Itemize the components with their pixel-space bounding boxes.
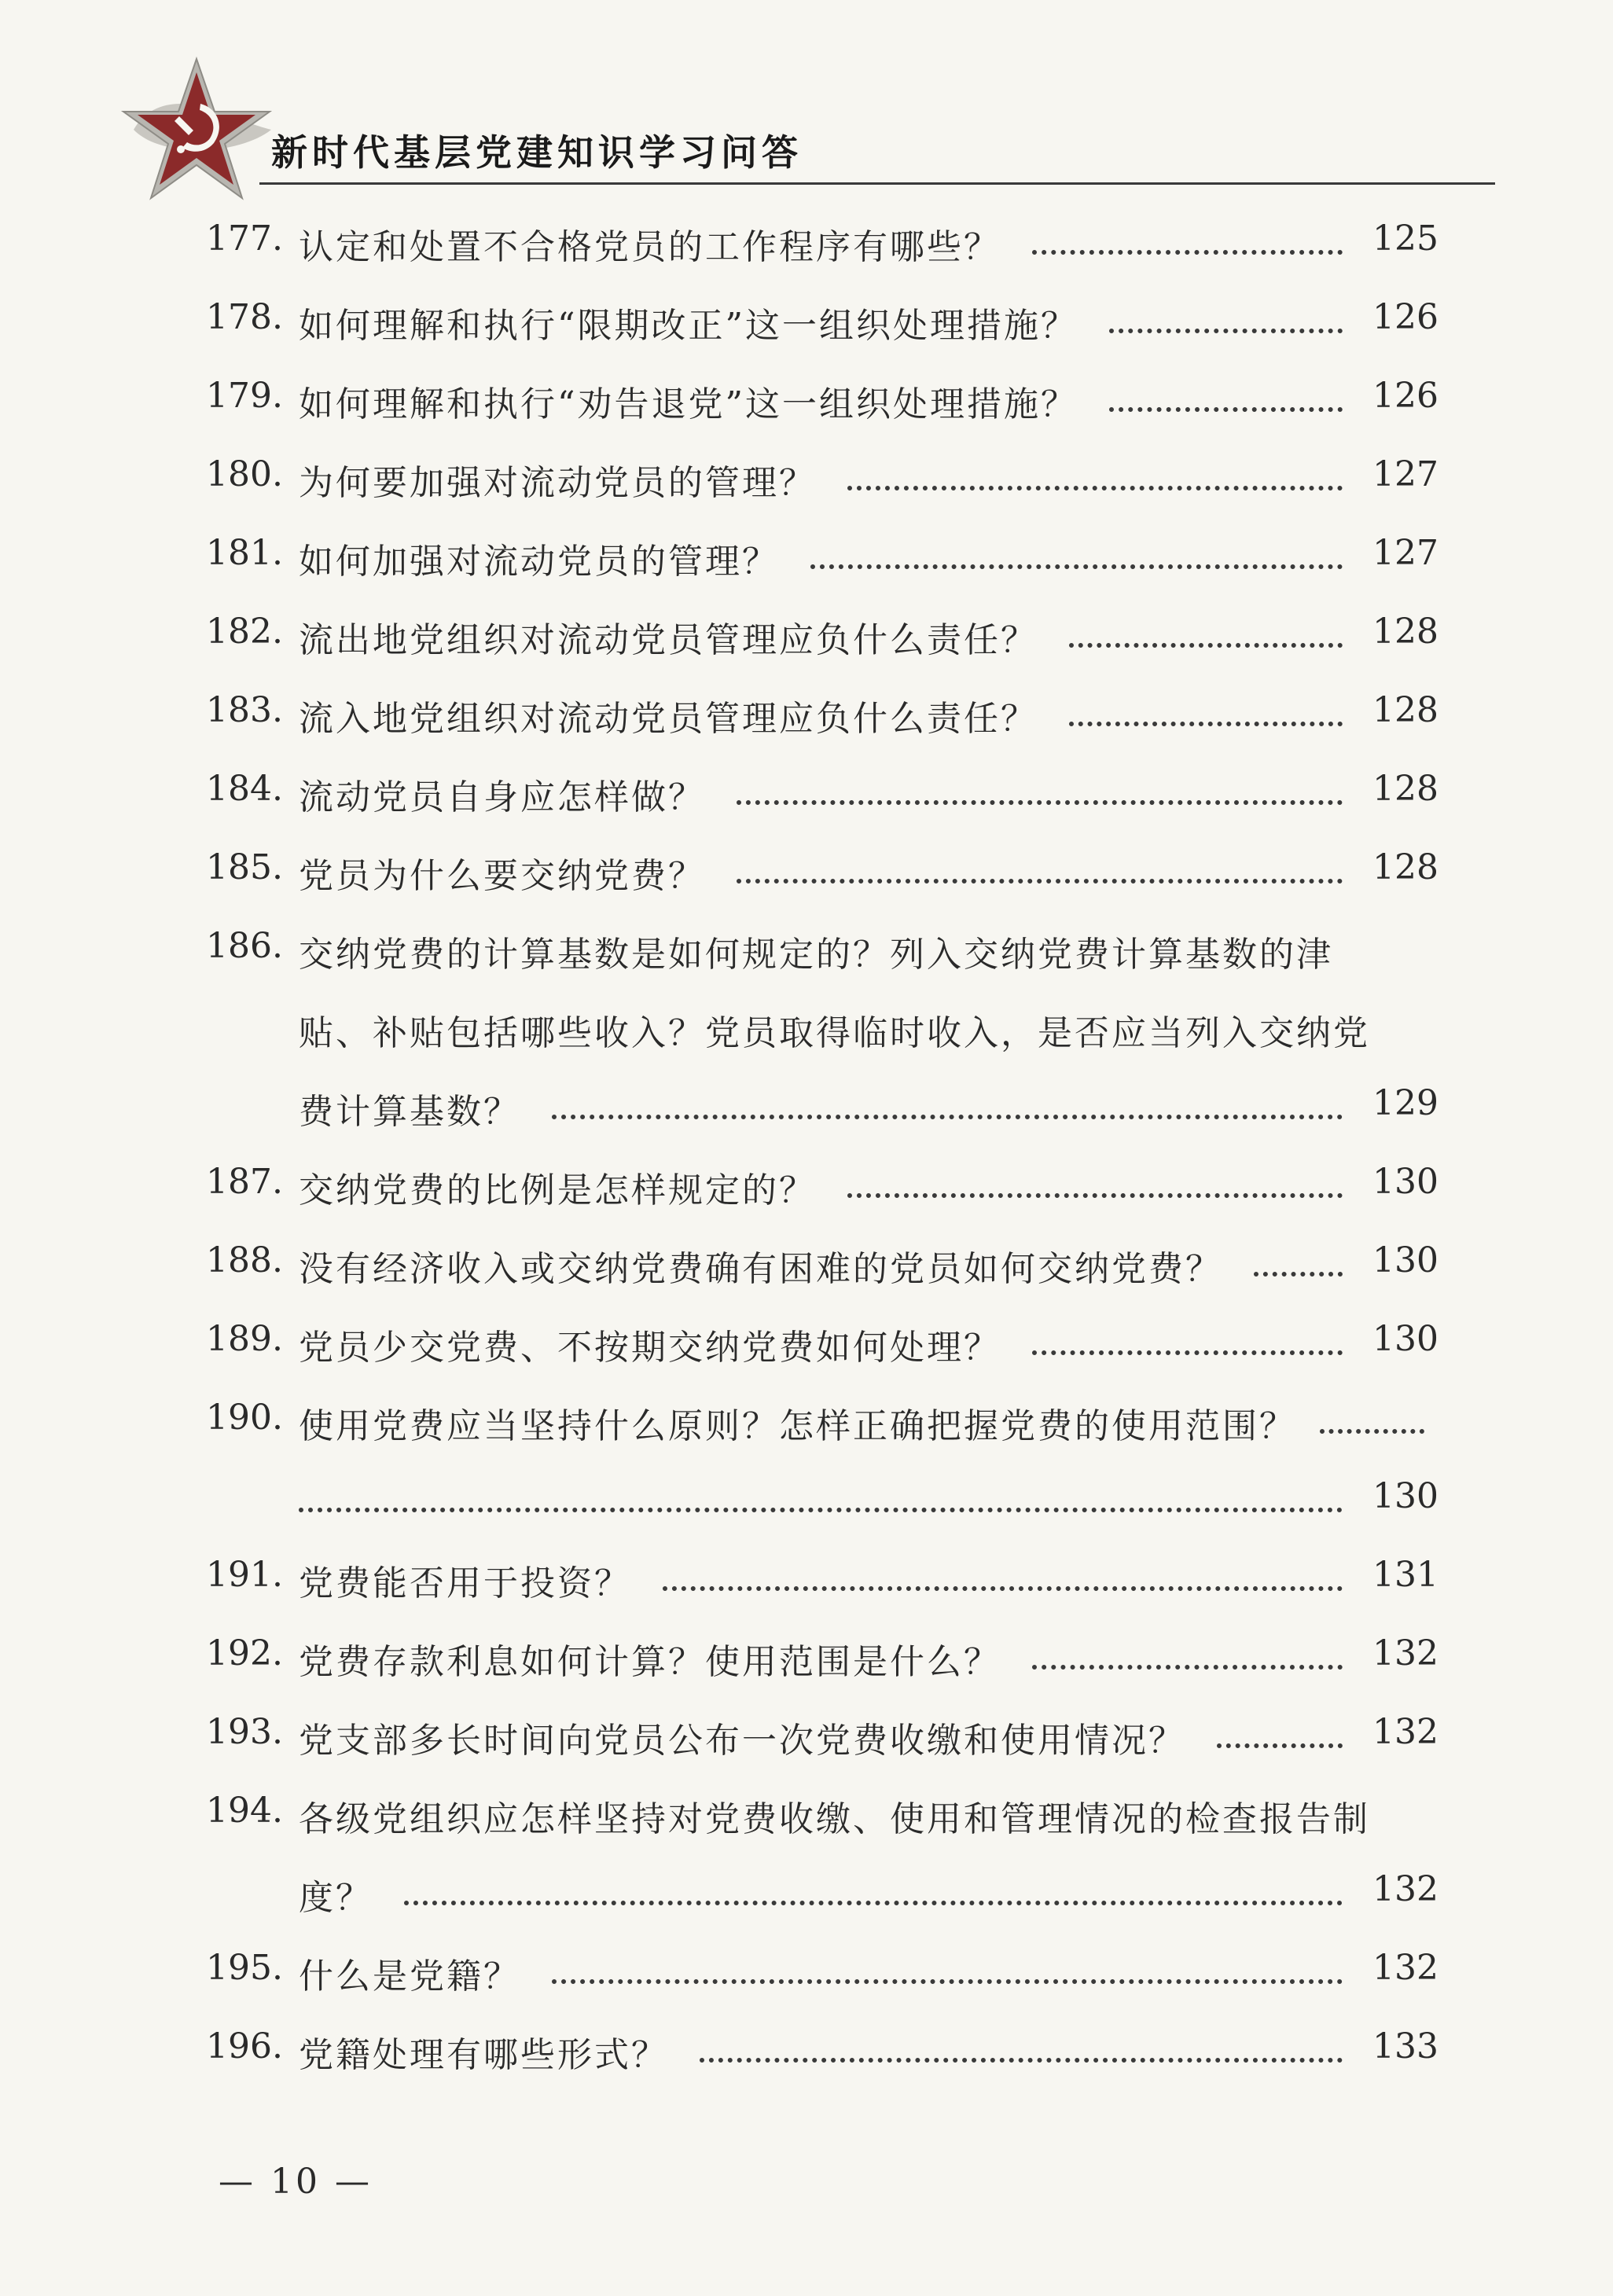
toc-leader-dots (847, 1193, 1343, 1198)
toc-entry-number: 178. (206, 297, 283, 337)
toc-page-number: 129 (1372, 1083, 1438, 1123)
toc-entry-line (0, 1633, 1613, 1682)
toc-page-number: 128 (1372, 769, 1438, 809)
toc-page-number: 130 (1372, 1319, 1438, 1359)
toc-entry-number: 192. (206, 1633, 283, 1673)
toc-entry-line (0, 454, 1613, 503)
toc-entry-title: 流动党员自身应怎样做？ (299, 777, 705, 817)
toc-entry-line (0, 1476, 1613, 1525)
toc-page-number: 125 (1372, 219, 1438, 259)
toc-entry-number: 188. (206, 1240, 283, 1280)
toc-page-number: 128 (1372, 612, 1438, 652)
toc-entry-title: 认定和处置不合格党员的工作程序有哪些？ (299, 227, 1001, 267)
toc-leader-dots (1109, 407, 1343, 412)
toc-leader-dots (663, 1586, 1343, 1591)
toc-entry-number: 190. (206, 1398, 283, 1438)
toc-entry-line (0, 612, 1613, 660)
toc-entry-number: 186. (206, 926, 283, 966)
toc-entry-number: 179. (206, 376, 283, 416)
toc-entry-number: 183. (206, 690, 283, 730)
toc-leader-dots (1032, 250, 1343, 255)
toc-entry-line (0, 533, 1613, 582)
toc-page-number: 132 (1372, 1633, 1438, 1673)
toc-entry-number: 193. (206, 1712, 283, 1752)
toc-entry-title: 流入地党组织对流动党员管理应负什么责任？ (299, 699, 1038, 739)
toc-leader-dots (404, 1901, 1343, 1905)
book-title: 新时代基层党建知识学习问答 (271, 131, 803, 174)
toc-entry-title: 交纳党费的比例是怎样规定的？ (299, 1170, 816, 1210)
toc-entry-line (0, 690, 1613, 739)
toc-page-number: 132 (1372, 1948, 1438, 1988)
toc-entry-line (0, 926, 1613, 975)
toc-leader-dots (1217, 1743, 1343, 1748)
toc-page-number: 131 (1372, 1555, 1438, 1595)
toc-leader-dots (552, 1979, 1343, 1984)
toc-entry-line (0, 1712, 1613, 1761)
toc-entry-number: 182. (206, 612, 283, 652)
toc-leader-dots (847, 486, 1343, 490)
toc-entry-title: 党籍处理有哪些形式？ (299, 2035, 668, 2075)
toc-page-number: 126 (1372, 376, 1438, 416)
toc-leader-dots (810, 564, 1343, 569)
toc-entry-number: 191. (206, 1555, 283, 1595)
toc-entry-line (0, 376, 1613, 424)
toc-entry-title: 流出地党组织对流动党员管理应负什么责任？ (299, 620, 1038, 660)
toc-leader-dots (299, 1508, 1343, 1512)
toc-page-number: 132 (1372, 1712, 1438, 1752)
toc-entry-title: 如何加强对流动党员的管理？ (299, 542, 779, 582)
toc-leader-dots (1032, 1665, 1343, 1670)
toc-page-number: 132 (1372, 1869, 1438, 1909)
toc-entry-line (0, 1162, 1613, 1210)
toc-entry-line (0, 1083, 1613, 1132)
toc-page-number: 130 (1372, 1476, 1438, 1516)
toc-entry-number: 194. (206, 1791, 283, 1831)
toc-entry-title: 费计算基数？ (299, 1092, 520, 1132)
toc-page-number: 130 (1372, 1240, 1438, 1280)
toc-entry-title: 为何要加强对流动党员的管理？ (299, 463, 816, 503)
toc-entry-line (0, 1240, 1613, 1289)
toc-entry-line (0, 219, 1613, 267)
toc-entry-title: 如何理解和执行“劝告退党”这一组织处理措施？ (299, 384, 1078, 424)
toc-entry-title: 度？ (299, 1878, 373, 1918)
toc-entry-line (0, 847, 1613, 896)
toc-entry-number: 195. (206, 1948, 283, 1988)
toc-leader-dots (737, 800, 1343, 805)
toc-page-number: 127 (1372, 454, 1438, 494)
toc-entry-title: 各级党组织应怎样坚持对党费收缴、使用和管理情况的检查报告制 (299, 1799, 1370, 1839)
toc-page-number: 133 (1372, 2026, 1438, 2066)
toc-leader-dots (700, 2058, 1343, 2063)
toc-entry-line (0, 1398, 1613, 1446)
toc-entry-title: 党支部多长时间向党员公布一次党费收缴和使用情况？ (299, 1721, 1185, 1761)
toc-page-number: 126 (1372, 297, 1438, 337)
toc-leader-dots (1032, 1350, 1343, 1355)
toc-entry-title: 党费存款利息如何计算？使用范围是什么？ (299, 1642, 1001, 1682)
toc-entry-number: 185. (206, 847, 283, 887)
toc-entry-line (0, 297, 1613, 346)
toc-entry-title: 党员为什么要交纳党费？ (299, 856, 705, 896)
toc-entry-number: 189. (206, 1319, 283, 1359)
toc-leader-dots (1109, 329, 1343, 333)
toc-leader-dots (737, 879, 1343, 884)
toc-page-number: 128 (1372, 690, 1438, 730)
toc-entry-line (0, 769, 1613, 817)
toc-entry-title: 没有经济收入或交纳党费确有困难的党员如何交纳党费？ (299, 1249, 1222, 1289)
toc-entry-title: 使用党费应当坚持什么原则？怎样正确把握党费的使用范围？ (299, 1406, 1296, 1446)
toc-entry-line (0, 2026, 1613, 2075)
toc-entry-title: 什么是党籍？ (299, 1956, 520, 1997)
toc-entry-number: 184. (206, 769, 283, 809)
toc-entry-line (0, 1869, 1613, 1918)
toc-entry-title: 党费能否用于投资？ (299, 1563, 631, 1604)
toc-entry-line (0, 1005, 1613, 1053)
toc-entry-number: 196. (206, 2026, 283, 2066)
toc-entry-line (0, 1319, 1613, 1368)
toc-leader-dots (1254, 1272, 1343, 1277)
toc-entry-title: 交纳党费的计算基数是如何规定的？列入交纳党费计算基数的津 (299, 935, 1333, 975)
toc-entry-number: 181. (206, 533, 283, 573)
page-number: — 10 — (219, 2162, 373, 2202)
toc-entry-line (0, 1555, 1613, 1604)
toc-entry-line (0, 1791, 1613, 1839)
toc-page-number: 128 (1372, 847, 1438, 887)
toc-page-number: 127 (1372, 533, 1438, 573)
toc-leader-dots (552, 1115, 1343, 1119)
toc-entry-number: 187. (206, 1162, 283, 1202)
toc-leader-dots (1069, 643, 1343, 648)
toc-page-number: 130 (1372, 1162, 1438, 1202)
toc-leader-dots (1320, 1429, 1424, 1434)
toc-entry-number: 177. (206, 219, 283, 259)
toc-entry-title: 贴、补贴包括哪些收入？党员取得临时收入，是否应当列入交纳党 (299, 1013, 1370, 1053)
toc-entry-title: 党员少交党费、不按期交纳党费如何处理？ (299, 1328, 1001, 1368)
toc-leader-dots (1069, 722, 1343, 726)
toc-entry-number: 180. (206, 454, 283, 494)
toc-entry-title: 如何理解和执行“限期改正”这一组织处理措施？ (299, 306, 1078, 346)
toc-entry-line (0, 1948, 1613, 1997)
